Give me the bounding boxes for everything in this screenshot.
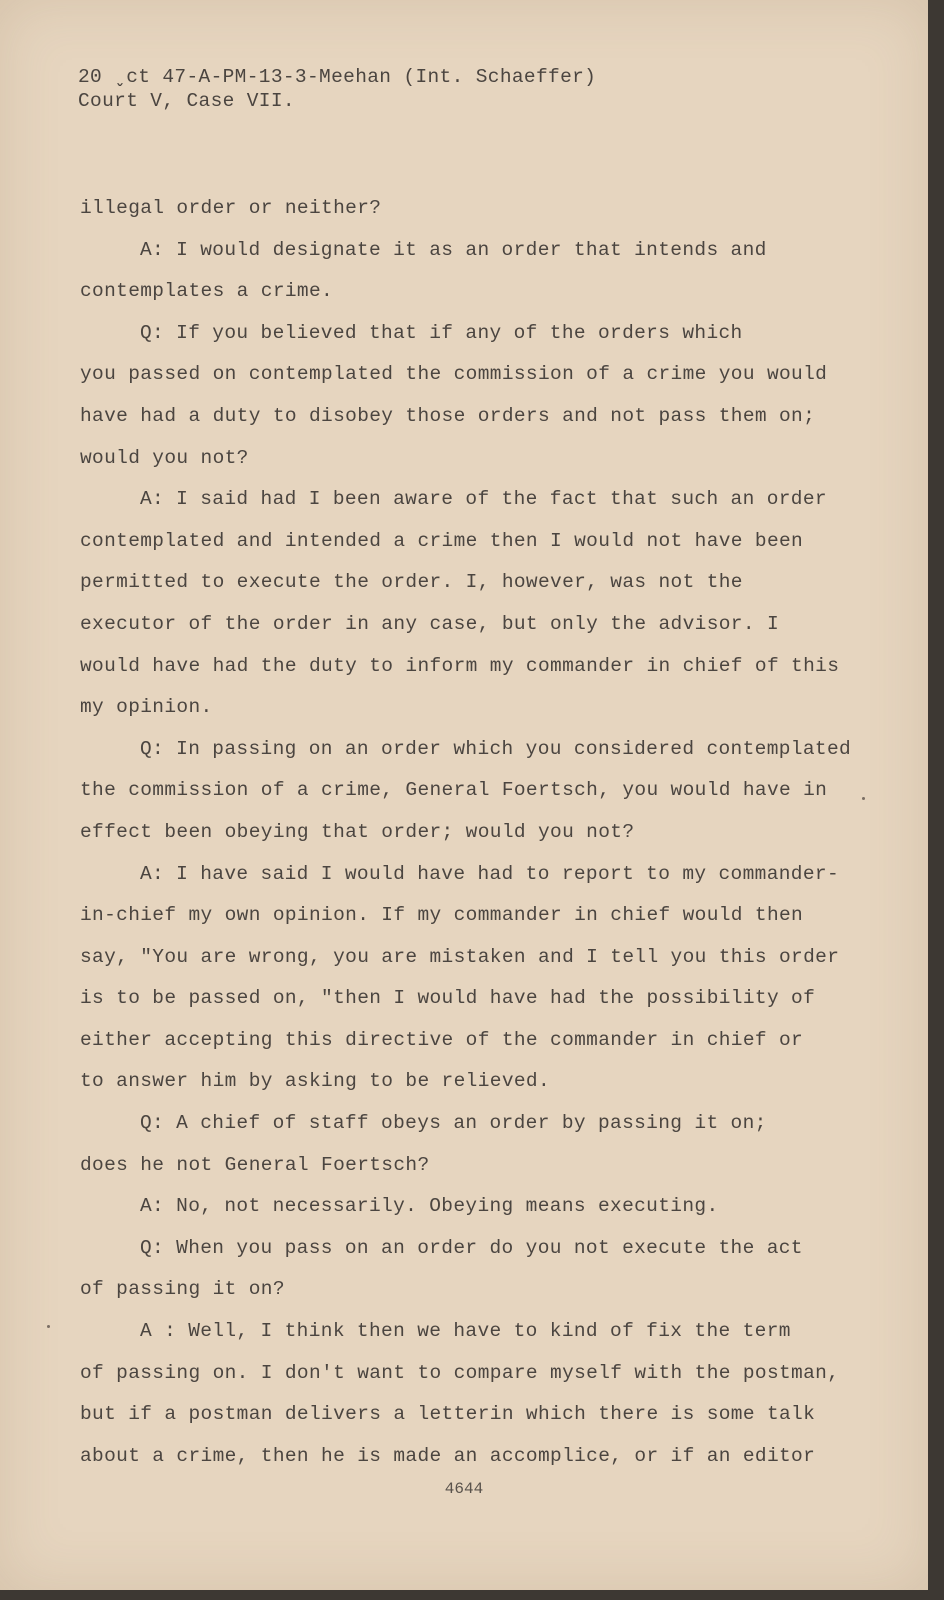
transcript-line: of passing on. I don't want to compare myself with the postman, xyxy=(80,1361,840,1384)
transcript-line: A: I would designate it as an order that intends and xyxy=(140,238,767,261)
page-number: 4644 xyxy=(444,1480,484,1498)
scan-edge-bottom xyxy=(0,1590,944,1600)
transcript-body xyxy=(80,188,880,1477)
transcript-line: does he not General Foertsch? xyxy=(80,1153,430,1176)
transcript-line: A: No, not necessarily. Obeying means executing. xyxy=(140,1195,719,1218)
transcript-line: have had a duty to disobey those orders and not pass them on; xyxy=(80,404,816,427)
transcript-line: would you not? xyxy=(80,446,249,469)
transcript-line: would have had the duty to inform my commander in chief of this xyxy=(80,654,840,677)
transcript-line: executor of the order in any case, but only the advisor. I xyxy=(80,612,780,635)
transcript-line: but if a postman delivers a letterin which there is some talk xyxy=(80,1403,816,1426)
transcript-line: contemplated and intended a crime then I would not have been xyxy=(80,529,804,552)
transcript-line: Q: In passing on an order which you considered contemplated xyxy=(140,737,852,760)
transcript-line: A: I have said I would have had to report to my commander- xyxy=(140,862,840,885)
transcript-line: Q: A chief of staff obeys an order by passing it on; xyxy=(140,1112,767,1135)
paper-speck xyxy=(862,797,865,800)
transcript-line: my opinion. xyxy=(80,696,213,719)
transcript-line: A: I said had I been aware of the fact that such an order xyxy=(140,488,827,511)
transcript-line: to answer him by asking to be relieved. xyxy=(80,1070,551,1093)
transcript-line: you passed on contemplated the commission of a crime you would xyxy=(80,363,828,386)
transcript-line: Q: When you pass on an order do you not execute the act xyxy=(140,1236,803,1259)
scan-edge-right xyxy=(928,0,944,1600)
transcript-line: about a crime, then he is made an accomplice, or if an editor xyxy=(80,1444,816,1467)
header-court-line: Court V, Case VII. xyxy=(78,90,295,112)
transcript-line: illegal order or neither? xyxy=(80,197,382,219)
paper-speck xyxy=(47,1325,50,1328)
transcript-line: in-chief my own opinion. If my commander in chief would then xyxy=(80,904,804,927)
transcript-line: effect been obeying that order; would you not? xyxy=(80,820,635,843)
transcript-line: contemplates a crime. xyxy=(80,280,334,303)
header-reference-line: 20 ˬct 47-A-PM-13-3-Meehan (Int. Schaeffer) xyxy=(78,66,597,88)
transcript-line: A : Well, I think then we have to kind of fix the term xyxy=(140,1320,791,1343)
transcript-line: Q: If you believed that if any of the orders which xyxy=(140,321,743,344)
transcript-line: either accepting this directive of the commander in chief or xyxy=(80,1028,804,1051)
transcript-line: say, "You are wrong, you are mistaken and I tell you this order xyxy=(80,945,840,968)
transcript-line: the commission of a crime, General Foertsch, you would have in xyxy=(80,779,828,802)
transcript-line: of passing it on? xyxy=(80,1278,285,1301)
transcript-line: permitted to execute the order. I, however, was not the xyxy=(80,571,743,594)
transcript-line: is to be passed on, "then I would have had the possibility of xyxy=(80,987,816,1010)
